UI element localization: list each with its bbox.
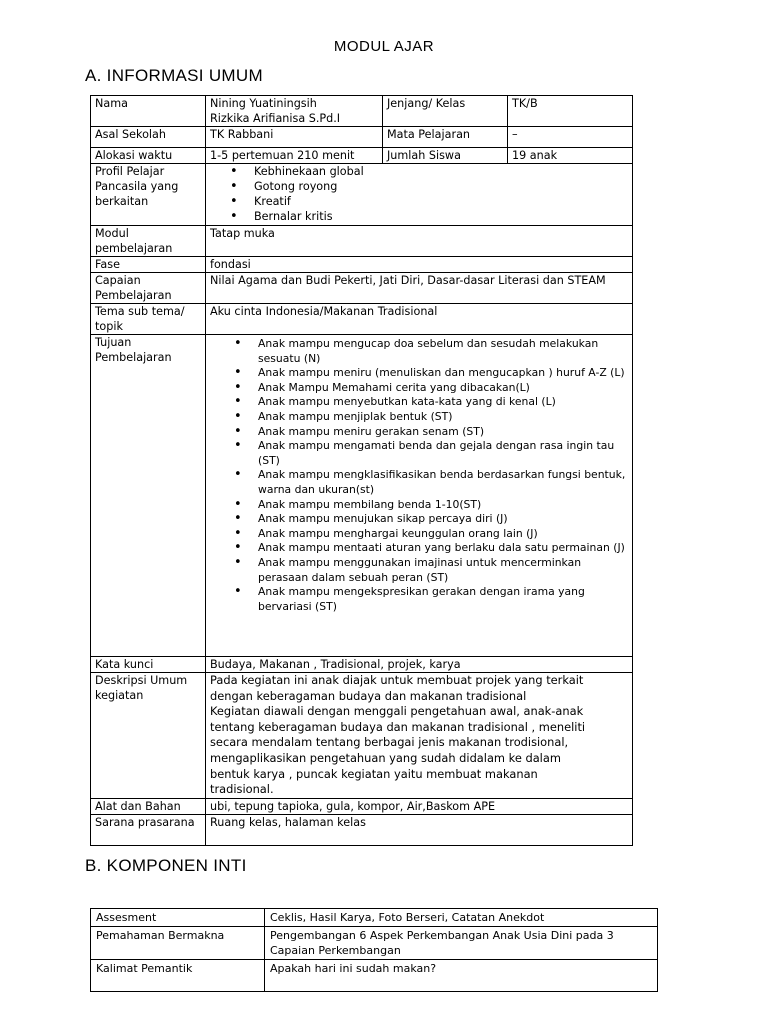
asal-sekolah-label: Asal Sekolah — [91, 127, 206, 148]
section-heading-komponen-inti: B. KOMPONEN INTI — [85, 856, 247, 875]
capaian-label: Capaian Pembelajaran — [91, 273, 206, 304]
deskripsi-line: Kegiatan diawali dengan menggali pengetahuan awal, anak-anak — [210, 704, 584, 719]
deskripsi-line: Pada kegiatan ini anak diajak untuk membuat projek yang terkait — [210, 673, 584, 687]
modul-value: Tatap muka — [206, 226, 633, 257]
nama-label: Nama — [91, 96, 206, 127]
list-item: • Anak mampu menujukan sikap percaya diri (J) — [258, 512, 628, 527]
pemahaman-value: Pengembangan 6 Aspek Perkembangan Anak Usia Dini pada 3 Capaian Perkembangan — [265, 927, 658, 960]
list-item: • Anak mampu mengekspresikan gerakan dengan irama yang bervariasi (ST) — [258, 585, 628, 614]
table-row — [91, 96, 633, 127]
tujuan-label: Tujuan Pembelajaran — [91, 335, 206, 657]
list-item: • Anak mampu mengamati benda dan gejala dengan rasa ingin tau (ST) — [258, 439, 628, 468]
nama-value-line: Rizkika Arifianisa S.Pd.I — [210, 112, 341, 125]
mata-pelajaran-label: Mata Pelajaran — [383, 127, 508, 148]
alat-bahan-label: Alat dan Bahan — [91, 798, 206, 814]
list-item: • Bernalar kritis — [254, 209, 628, 224]
deskripsi-line: bentuk karya , puncak kegiatan yaitu membuat makanan — [210, 766, 538, 781]
list-item: • Anak mampu mentaati aturan yang berlaku dala satu permainan (J) — [258, 541, 628, 556]
asal-sekolah-value: TK Rabbani — [206, 127, 383, 148]
section-heading-informasi-umum: A. INFORMASI UMUM — [85, 66, 263, 85]
list-item: • Anak mampu menjiplak bentuk (ST) — [258, 410, 628, 425]
jenjang-label: Jenjang/ Kelas — [383, 96, 508, 127]
table-row — [91, 657, 633, 673]
table-row — [91, 798, 633, 814]
kata-kunci-value: Budaya, Makanan , Tradisional, projek, karya — [206, 657, 633, 673]
document-title: MODUL AJAR — [333, 38, 435, 55]
deskripsi-line: dengan keberagaman budaya dan makanan tradisional — [210, 688, 527, 703]
komponen-inti-table — [90, 908, 658, 992]
table-row — [91, 960, 658, 992]
deskripsi-line: mengaplikasikan pengetahuan yang sudah didalam ke dalam — [210, 750, 561, 765]
profil-pelajar-label: Profil Pelajar Pancasila yang berkaitan — [91, 164, 206, 226]
list-item: • Anak mampu menggunakan imajinasi untuk mencerminkan perasaan dalam sebuah peran (ST) — [258, 556, 628, 585]
table-row — [91, 814, 633, 845]
list-item: • Anak mampu menyebutkan kata-kata yang di kenal (L) — [258, 395, 628, 410]
table-row — [91, 226, 633, 257]
deskripsi-line: tentang keberagaman budaya dan makanan tradisional , meneliti — [210, 719, 586, 734]
table-row — [91, 164, 633, 226]
tujuan-value — [206, 335, 633, 657]
table-row — [91, 273, 633, 304]
table-row — [91, 909, 658, 927]
tujuan-list — [210, 335, 628, 614]
sarana-value: Ruang kelas, halaman kelas — [206, 814, 633, 845]
capaian-value: Nilai Agama dan Budi Pekerti, Jati Diri, Dasar-dasar Literasi dan STEAM — [206, 273, 633, 304]
list-item: • Anak mampu mengucap doa sebelum dan sesudah melakukan sesuatu (N) — [258, 337, 628, 366]
table-row — [91, 257, 633, 273]
nama-value — [206, 96, 383, 127]
table-row — [91, 673, 633, 799]
deskripsi-label: Deskripsi Umum kegiatan — [91, 673, 206, 799]
profil-pelajar-value — [206, 164, 633, 226]
tema-label: Tema sub tema/ topik — [91, 304, 206, 335]
jenjang-value: TK/B — [508, 96, 633, 127]
deskripsi-value — [206, 673, 633, 799]
assesment-label: Assesment — [91, 909, 265, 927]
informasi-umum-table — [90, 95, 633, 846]
kalimat-pemantik-value: Apakah hari ini sudah makan? — [265, 960, 658, 992]
tema-value: Aku cinta Indonesia/Makanan Tradisional — [206, 304, 633, 335]
fase-value: fondasi — [206, 257, 633, 273]
jumlah-siswa-label: Jumlah Siswa — [383, 148, 508, 164]
assesment-value: Ceklis, Hasil Karya, Foto Berseri, Catatan Anekdot — [265, 909, 658, 927]
table-row — [91, 927, 658, 960]
nama-value-line: Nining Yuatiningsih — [210, 97, 317, 110]
fase-label: Fase — [91, 257, 206, 273]
list-item: • Gotong royong — [254, 179, 628, 194]
kata-kunci-label: Kata kunci — [91, 657, 206, 673]
mata-pelajaran-value: – — [508, 127, 633, 148]
alokasi-waktu-label: Alokasi waktu — [91, 148, 206, 164]
jumlah-siswa-value: 19 anak — [508, 148, 633, 164]
kalimat-pemantik-label: Kalimat Pemantik — [91, 960, 265, 992]
table-row — [91, 304, 633, 335]
alat-bahan-value: ubi, tepung tapioka, gula, kompor, Air,Baskom APE — [206, 798, 633, 814]
table-row — [91, 148, 633, 164]
list-item: • Anak mampu menghargai keunggulan orang lain (J) — [258, 527, 628, 542]
list-item: • Anak mampu mengklasifikasikan benda berdasarkan fungsi bentuk, warna dan ukuran(st) — [258, 468, 628, 497]
table-row — [91, 335, 633, 657]
alokasi-waktu-value: 1-5 pertemuan 210 menit — [206, 148, 383, 164]
sarana-label: Sarana prasarana — [91, 814, 206, 845]
profil-list — [210, 164, 628, 224]
modul-label: Modul pembelajaran — [91, 226, 206, 257]
list-item: • Anak Mampu Memahami cerita yang dibacakan(L) — [258, 381, 628, 396]
list-item: • Kebhinekaan global — [254, 164, 628, 179]
pemahaman-label: Pemahaman Bermakna — [91, 927, 265, 960]
list-item: • Anak mampu membilang benda 1-10(ST) — [258, 498, 628, 513]
deskripsi-line: secara mendalam tentang berbagai jenis makanan trodisional, — [210, 735, 569, 750]
list-item: • Anak mampu meniru gerakan senam (ST) — [258, 425, 628, 440]
list-item: • Kreatif — [254, 194, 628, 209]
table-row — [91, 127, 633, 148]
deskripsi-line: tradisional. — [210, 782, 274, 797]
list-item: • Anak mampu meniru (menuliskan dan mengucapkan ) huruf A-Z (L) — [258, 366, 628, 381]
